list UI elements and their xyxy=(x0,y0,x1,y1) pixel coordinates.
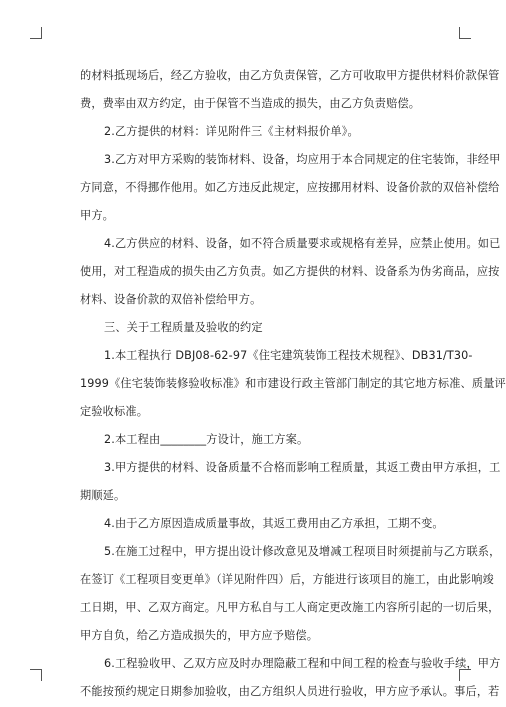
text-line: 1999《住宅装饰装修验收标准》和市建设行政主管部门制定的其它地方标准、质量评 xyxy=(80,377,506,390)
paragraph-start: 2.本工程由________方设计，施工方案。 xyxy=(104,433,309,446)
text-line: 费，费率由双方约定，由于保管不当造成的损失，由乙方负责赔偿。 xyxy=(80,97,421,110)
crop-mark-bottom-left xyxy=(30,669,42,681)
text-line: 期顺延。 xyxy=(80,489,126,502)
paragraph-start: 6.工程验收甲、乙双方应及时办理隐蔽工程和中间工程的检查与验收手续，甲方 xyxy=(104,657,501,670)
crop-mark-top-right xyxy=(459,27,471,39)
text-line: 方同意，不得挪作他用。如乙方违反此规定，应按挪用材料、设备价款的双倍补偿给 xyxy=(80,181,500,194)
text-line: 的材料抵现场后，经乙方验收，由乙方负责保管，乙方可收取甲方提供材料价款保管 xyxy=(80,69,500,82)
text-line: 甲方自负，给乙方造成损失的，甲方应予赔偿。 xyxy=(80,629,319,642)
paragraph-start: 2.乙方提供的材料：详见附件三《主材料报价单》。 xyxy=(104,125,359,138)
paragraph-start: 4.由于乙方原因造成质量事故，其返工费用由乙方承担，工期不变。 xyxy=(104,517,444,530)
text-line: 工日期，甲、乙双方商定。凡甲方私自与工人商定更改施工内容所引起的一切后果， xyxy=(80,601,500,614)
text-line: 不能按预约规定日期参加验收，由乙方组织人员进行验收，甲方应予承认。事后，若 xyxy=(80,685,500,698)
paragraph-start: 3.甲方提供的材料、设备质量不合格而影响工程质量，其返工费由甲方承担，工 xyxy=(104,461,501,474)
text-line: 材料、设备价款的双倍补偿给甲方。 xyxy=(80,293,262,306)
crop-mark-top-left xyxy=(30,27,42,39)
paragraph-start: 3.乙方对甲方采购的装饰材料、设备，均应用于本合同规定的住宅装饰，非经甲 xyxy=(104,153,501,166)
paragraph-start: 1.本工程执行 DBJ08-62-97《住宅建筑装饰工程技术规程》、DB31/T30- xyxy=(104,349,473,362)
text-line: 使用，对工程造成的损失由乙方负责。如乙方提供的材料、设备系为伪劣商品，应按 xyxy=(80,265,500,278)
text-line: 甲方。 xyxy=(80,209,115,222)
document-page xyxy=(80,62,506,706)
paragraph-start: 4.乙方供应的材料、设备，如不符合质量要求或规格有差异，应禁止使用。如已 xyxy=(104,237,501,250)
text-line: 在签订《工程项目变更单》（详见附件四）后，方能进行该项目的施工，由此影响竣 xyxy=(80,573,494,586)
text-line: 定验收标准。 xyxy=(80,405,149,418)
section-heading: 三、关于工程质量及验收的约定 xyxy=(104,321,263,334)
paragraph-start: 5.在施工过程中，甲方提出设计修改意见及增减工程项目时须提前与乙方联系， xyxy=(104,545,501,558)
